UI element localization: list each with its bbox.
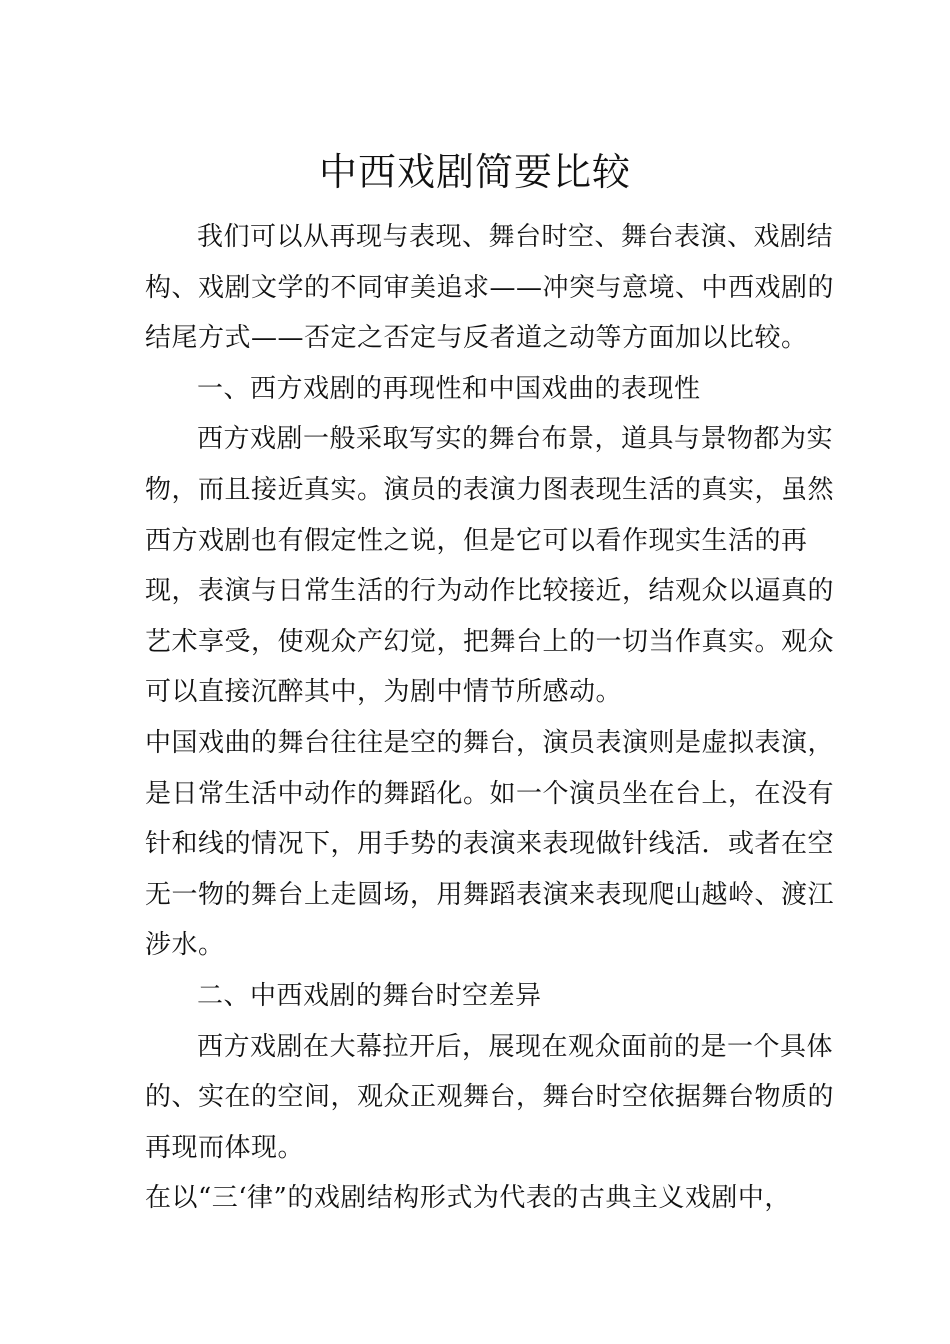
paragraph-line: 是日常生活中动作的舞蹈化。如一个演员坐在台上，在没有 [145, 778, 835, 809]
paragraph-line: 西方戏剧在大幕拉开后，展现在观众面前的是一个具体 [197, 1031, 834, 1062]
paragraph-line: 再现而体现。 [145, 1132, 305, 1163]
paragraph-line: 物，而且接近真实。演员的表演力图表现生活的真实，虽然 [145, 474, 835, 505]
paragraph-line: 结尾方式——否定之否定与反者道之动等方面加以比较。 [145, 323, 808, 354]
paragraph-line: 在以“三‘律”的戏剧结构形式为代表的古典主义戏剧中， [145, 1183, 791, 1214]
paragraph-line: 针和线的情况下，用手势的表演来表现做针线活．或者在空 [145, 829, 835, 860]
paragraph-line: 涉水。 [145, 930, 225, 961]
paragraph-line: 可以直接沉醉其中，为剧中情节所感动。 [145, 677, 623, 708]
document-title: 中西戏剧简要比较 [318, 150, 631, 194]
section-heading: 二、中西戏剧的舞台时空差异 [197, 980, 542, 1011]
paragraph-line: 构、戏剧文学的不同审美追求——冲突与意境、中西戏剧的 [145, 272, 835, 303]
document-body [145, 212, 845, 1224]
paragraph-line: 无一物的舞台上走圆场，用舞蹈表演来表现爬山越岭、渡江 [145, 879, 835, 910]
paragraph-line: 现，表演与日常生活的行为动作比较接近，结观众以逼真的 [145, 576, 835, 607]
paragraph-line: 的、实在的空间，观众正观舞台，舞台时空依据舞台物质的 [145, 1082, 835, 1113]
paragraph-line: 中国戏曲的舞台往往是空的舞台，演员表演则是虚拟表演， [145, 727, 835, 758]
paragraph-line: 西方戏剧也有假定性之说，但是它可以看作现实生活的再 [145, 525, 808, 556]
paragraph-line: 我们可以从再现与表现、舞台时空、舞台表演、戏剧结 [197, 222, 834, 252]
paragraph-line: 艺术享受，使观众产幻觉，把舞台上的一切当作真实。观众 [145, 626, 835, 657]
section-heading: 一、西方戏剧的再现性和中国戏曲的表现性 [197, 373, 701, 404]
paragraph-line: 西方戏剧一般采取写实的舞台布景，道具与景物都为实 [197, 424, 834, 455]
